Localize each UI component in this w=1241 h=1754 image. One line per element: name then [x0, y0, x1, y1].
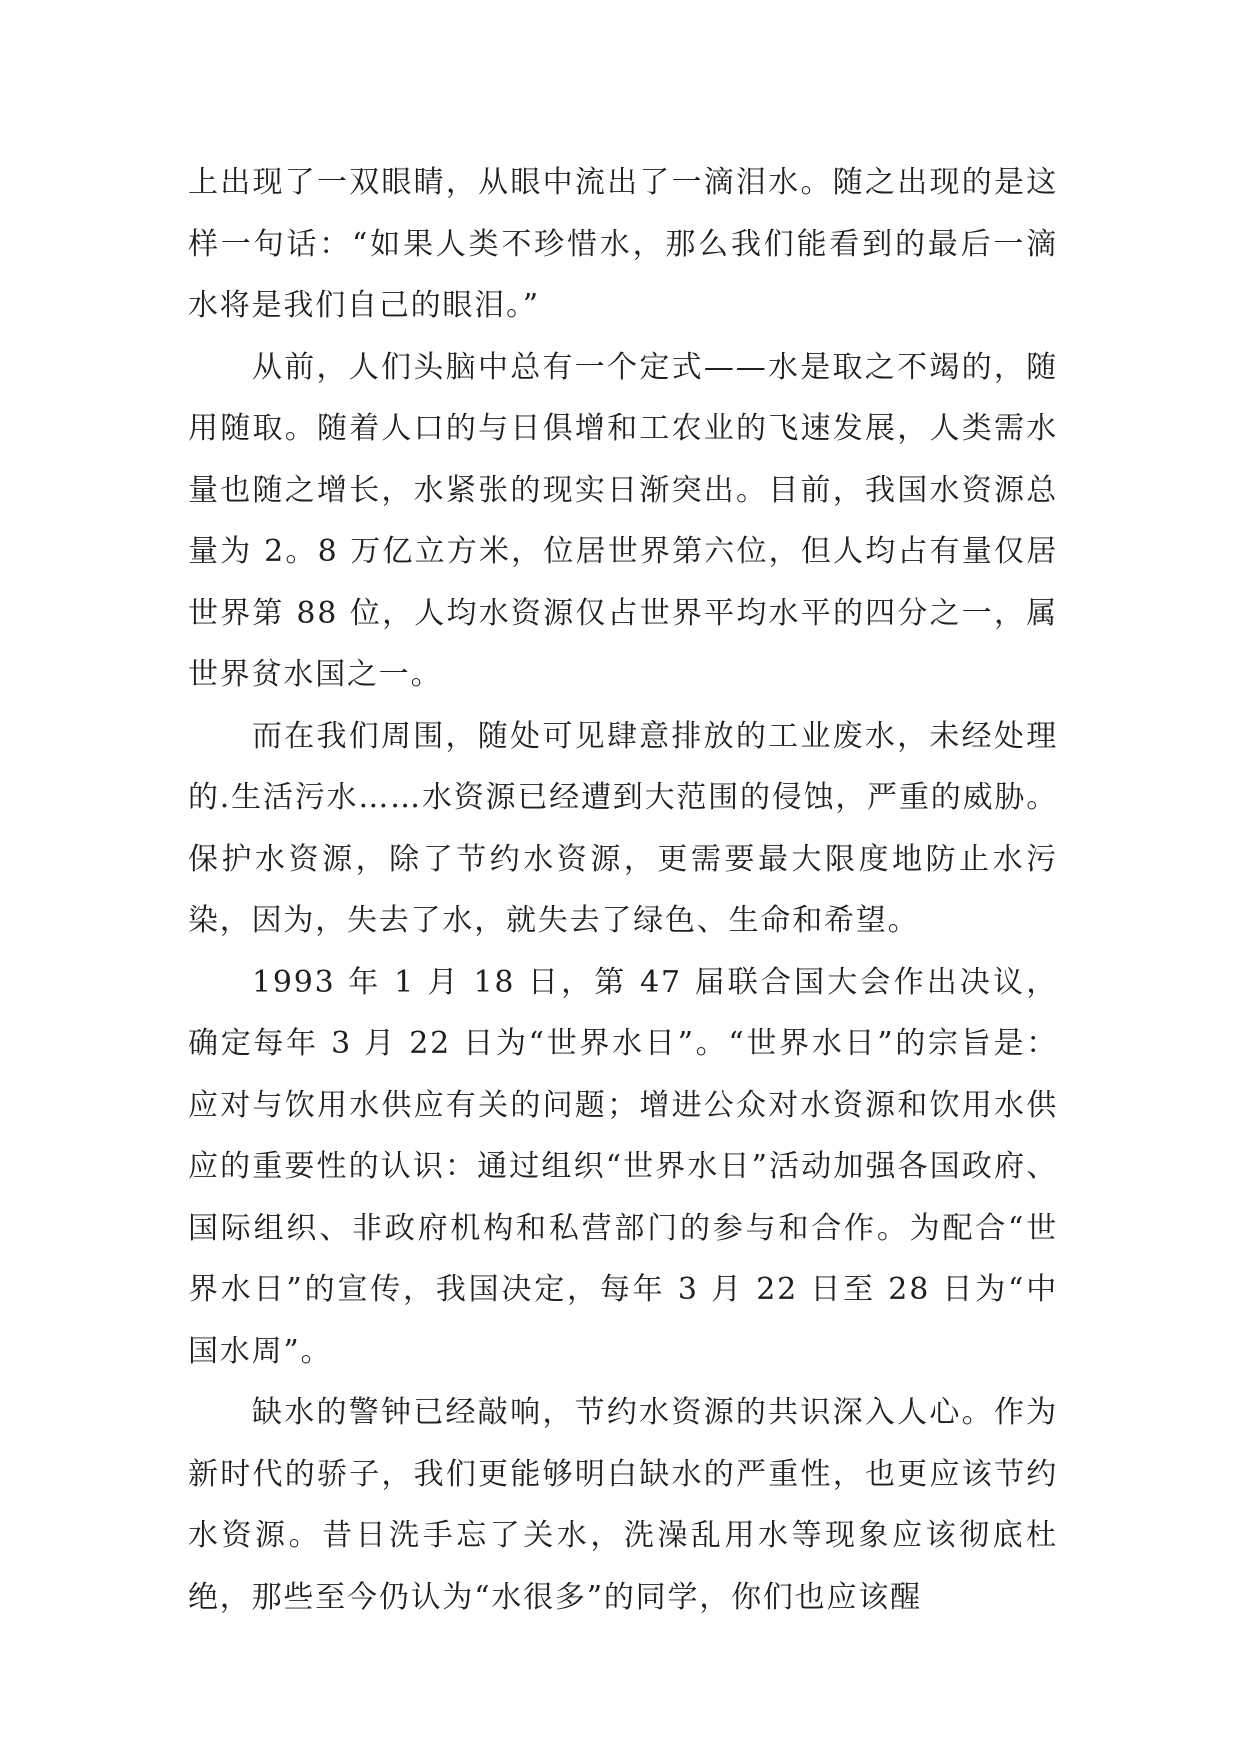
paragraph-4: 1993 年 1 月 18 日，第 47 届联合国大会作出决议，确定每年 3 月 22 日为“世界水日”。“世界水日”的宗旨是：应对与饮用水供应有关的问题；增进公众对水资源和饮用水供应的重要性的认识：通过组织“世界水日”活动加强各国政府、国际组织、非政府机构和私营部门的参与和合作。为配合“世界水日”的宣传，我国决定，每年 3 月 22 日至 28 日为“中国水周”。 — [188, 964, 1058, 1369]
paragraph-3: 而在我们周围，随处可见肆意排放的工业废水，未经处理的.生活污水……水资源已经遭到大范围的侵蚀，严重的威胁。保护水资源，除了节约水资源，更需要最大限度地防止水污染，因为，失去了水，就失去了绿色、生命和希望。 — [188, 718, 1058, 938]
document-body — [188, 152, 1058, 1628]
paragraph-2: 从前，人们头脑中总有一个定式——水是取之不竭的，随用随取。随着人口的与日俱增和工农业的飞速发展，人类需水量也随之增长，水紧张的现实日渐突出。目前，我国水资源总量为 2。8 万亿立方米，位居世界第六位，但人均占有量仅居世界第 88 位，人均水资源仅占世界平均水平的四分之一，属世界贫水国之一。 — [188, 349, 1058, 692]
paragraph-1: 上出现了一双眼睛，从眼中流出了一滴泪水。随之出现的是这样一句话：“如果人类不珍惜水，那么我们能看到的最后一滴水将是我们自己的眼泪。” — [188, 165, 1058, 323]
paragraph-5: 缺水的警钟已经敲响，节约水资源的共识深入人心。作为新时代的骄子，我们更能够明白缺水的严重性，也更应该节约水资源。昔日洗手忘了关水，洗澡乱用水等现象应该彻底杜绝，那些至今仍认为“水很多”的同学，你们也应该醒 — [188, 1395, 1058, 1615]
